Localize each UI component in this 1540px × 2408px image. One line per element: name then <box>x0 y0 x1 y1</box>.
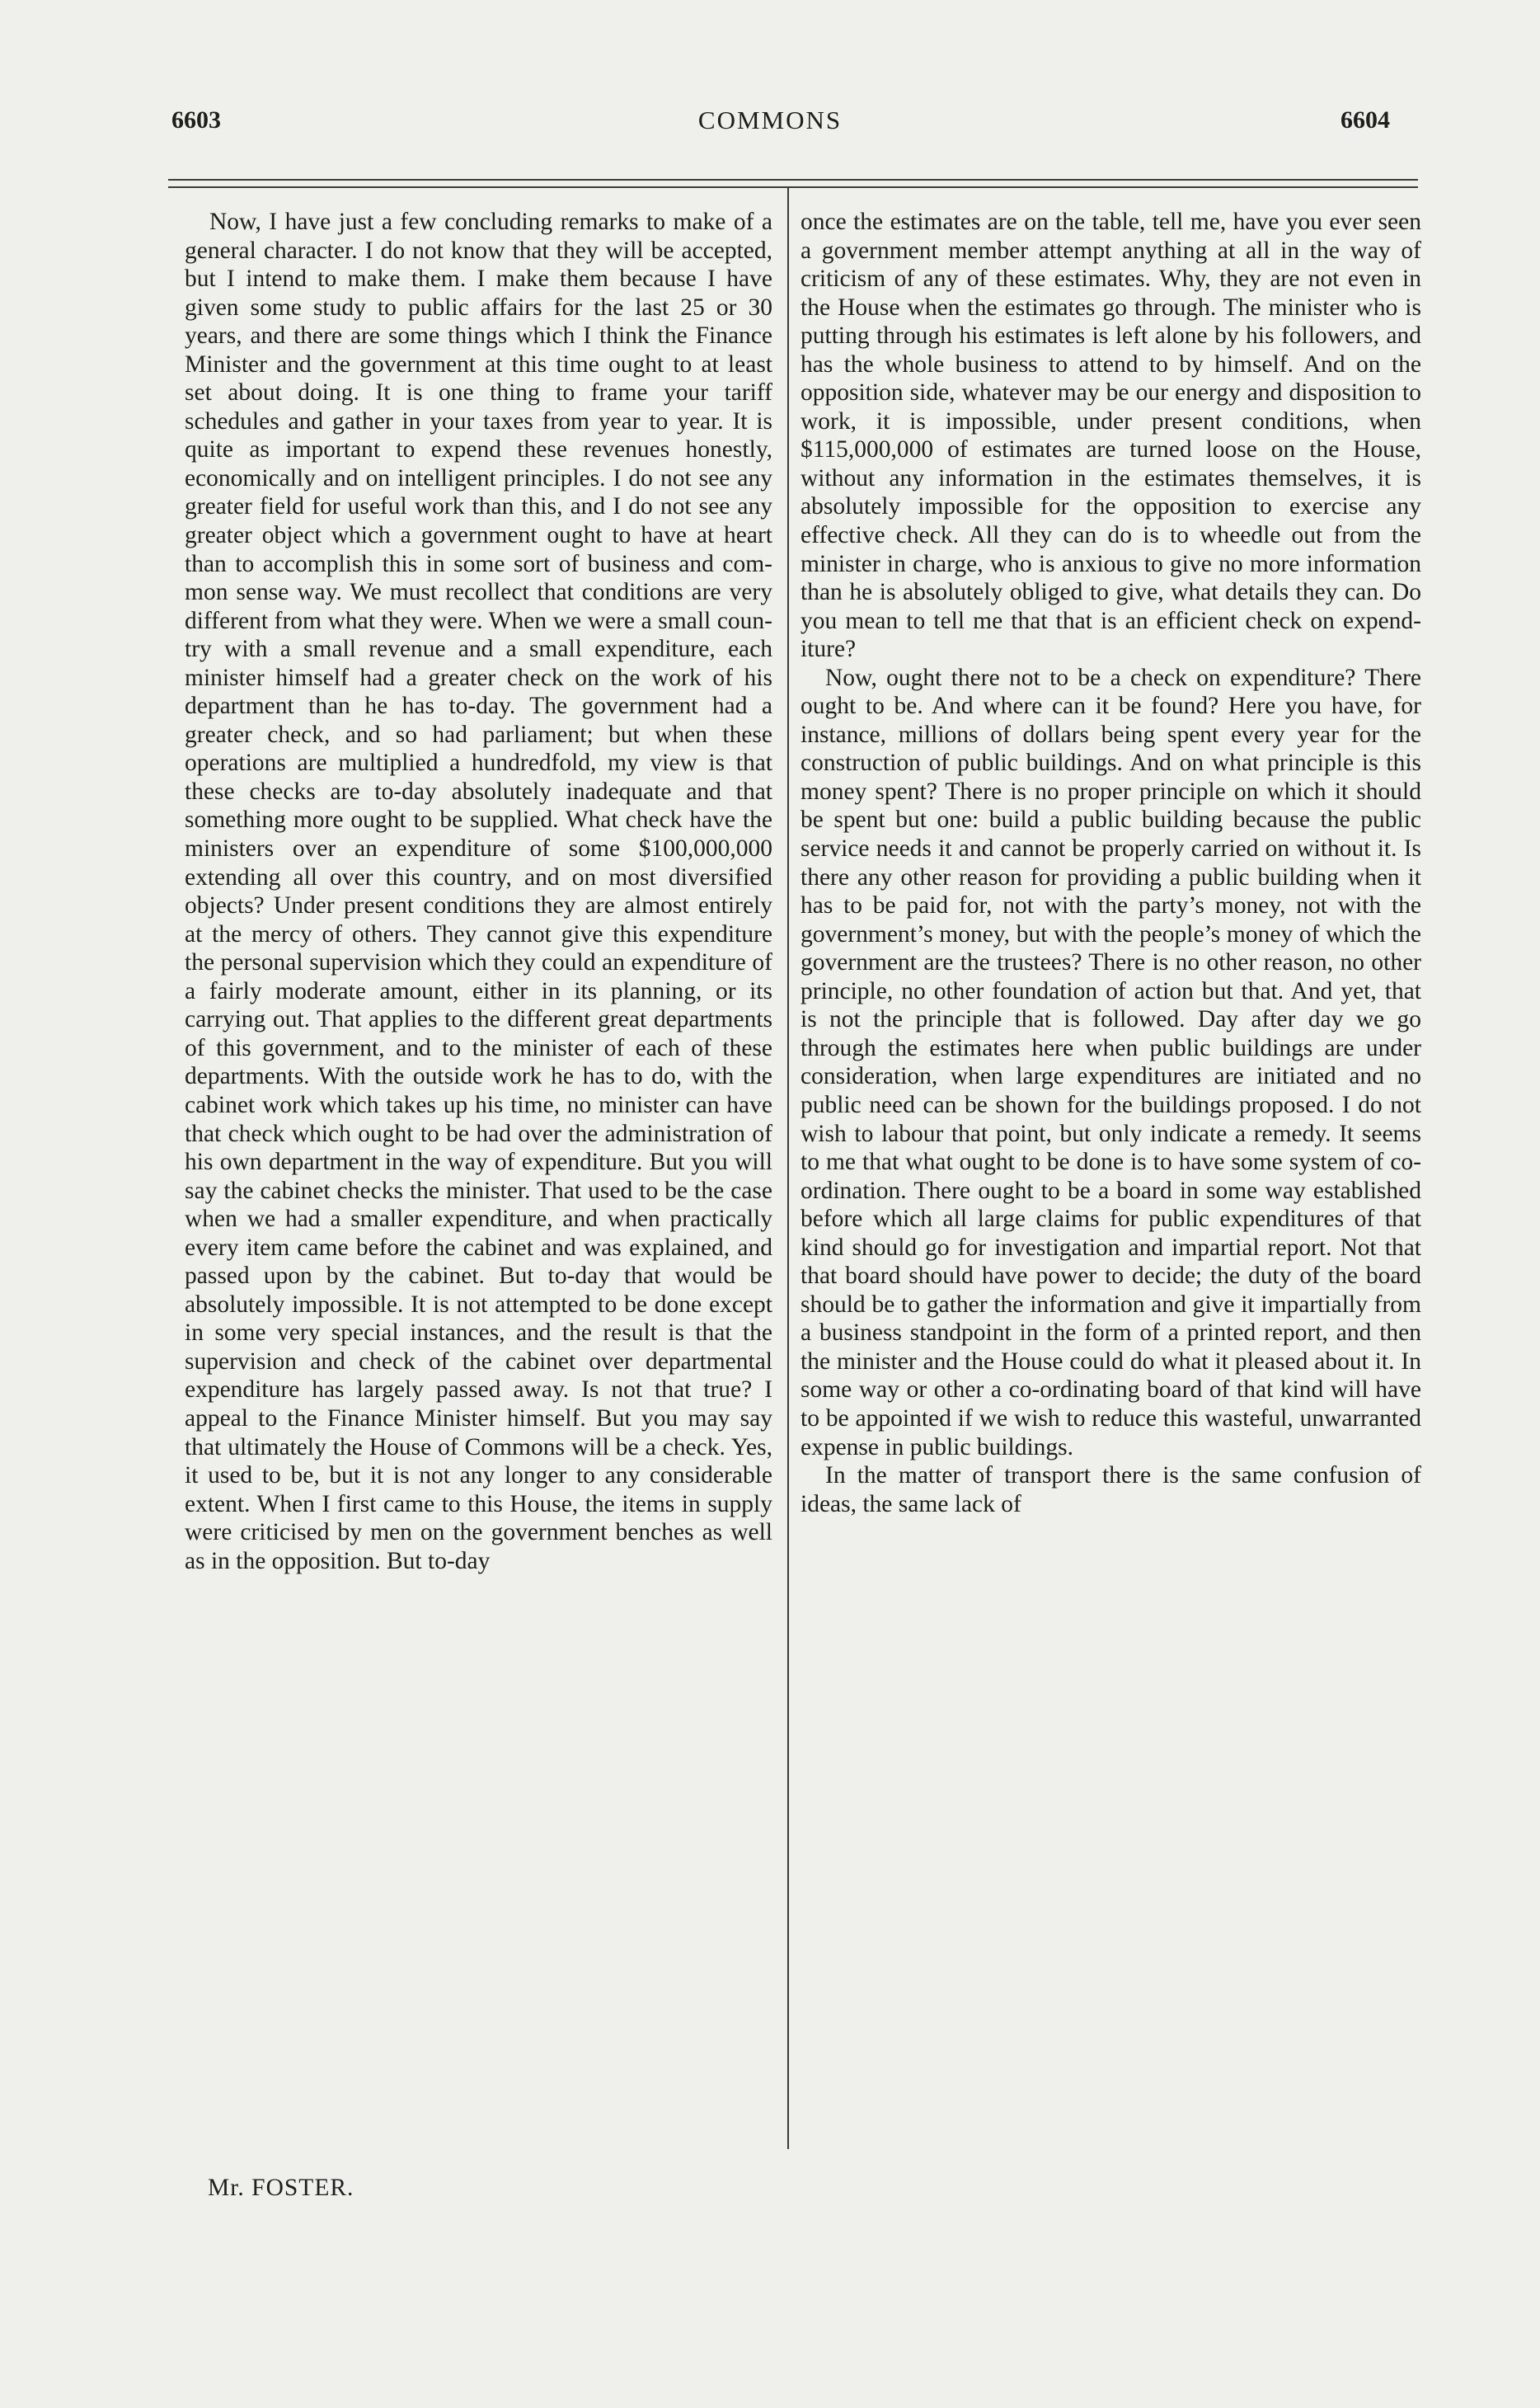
right-column <box>801 208 1421 1518</box>
header-rule-top <box>168 179 1418 181</box>
speaker-footer: Mr. FOSTER. <box>208 2175 354 2201</box>
right-paragraph-2: Now, ought there not to be a check on expenditure? There ought to be. And where can it be found? Here you have, for instance, millions of dollars being spent every year for the construction of public buildings. And on what principle is this money spent? There is no proper principle on which it should be spent but one: build a public building because the public service needs it and cannot be properly carried on without it. Is there any other reason for providing a public building when it has to be paid for, not with the party’s money, not with the government’s money, but with the people’s money of which the government are the trustees? There is no other reason, no other principle, no other foundation of action but that. And yet, that is not the principle that is followed. Day after day we go through the estimates here when public buildings are under consideration, when large expenditures are initiated and no public need can be shown for the buildings proposed. I do not wish to labour that point, but only indicate a remedy. It seems to me that what ought to be done is to have some system of co-ordination. There ought to be a board in some way established before which all large claims for public expenditures of that kind should go for investigation and impartial report. Not that that board should have power to decide; the duty of the board should be to gather the information and give it impartially from a business standpoint in the form of a printed report, and then the minister and the House could do what it pleased about it. In some way or other a co-ordinating board of that kind will have to be appointed if we wish to reduce this wasteful, unwarranted expense in public buildings. <box>801 664 1421 1460</box>
running-title: COMMONS <box>697 106 843 134</box>
header-rule-bottom <box>168 186 1418 188</box>
left-column <box>185 208 772 1575</box>
page-number-right: 6604 <box>1340 106 1390 134</box>
right-paragraph-3: In the matter of transport there is the same confusion of ideas, the same lack of <box>801 1462 1421 1517</box>
column-divider <box>787 186 789 2149</box>
right-paragraph-1: once the estimates are on the table, tell me, have you ever seen a government member attempt anything at all in the way of criticism of any of these estimates. Why, they are not even in the House when the estimates go through. The minister who is putting through his estimates is left alone by his followers, and has the whole business to attend to by himself. And on the opposition side, whatever may be our energy and disposition to work, it is impossible, under present conditions, when $115,000,000 of estimates are turned loose on the House, without any information in the estimates themselves, it is absolutely impossible for the opposition to exercise any effective check. All they can do is to wheedle out from the minister in charge, who is anxious to give no more information than he is absolutely obliged to give, what details they can. Do you mean to tell me that that is an efficient check on expenditure? <box>801 209 1421 663</box>
left-paragraph-1: Now, I have just a few concluding remarks to make of a general character. I do not know that they will be accepted, but I intend to make them. I make them because I have given some study to public affairs for the last 25 or 30 years, and there are some things which I think the Finance Minister and the government at this time ought to at least set about doing. It is one thing to frame your tariff schedules and gather in your taxes from year to year. It is quite as important to expend these revenues honestly, economically and on intelligent principles. I do not see any greater field for useful work than this, and I do not see any greater object which a government ought to have at heart than to accomplish this in some sort of business and common sense way. We must recollect that conditions are very different from what they were. When we were a small country with a small revenue and a small expenditure, each minister himself had a greater check on the work of his department than he has to-day. The government had a greater check, and so had parliament; but when these operations are multiplied a hundredfold, my view is that these checks are to-day absolutely inadequate and that something more ought to be supplied. What check have the ministers over an expenditure of some $100,000,000 extending all over this country, and on most diversified objects? Under present conditions they are almost entirely at the mercy of others. They cannot give this expenditure the personal supervision which they could an expenditure of a fairly moderate amount, either in its planning, or its carrying out. That applies to the different great departments of this government, and to the minister of each of these departments. With the outside work he has to do, with the cabinet work which takes up his time, no minister can have that check which ought to be had over the administration of his own department in the way of expenditure. But you will say the cabinet checks the minister. That used to be the case when we had a smaller expenditure, and when practically every item came before the cabinet and was explained, and passed upon by the cabinet. But to-day that would be absolutely impossible. It is not attempted to be done except in some very special instances, and the result is that the supervision and check of the cabinet over departmental expenditure has largely passed away. Is not that true? I appeal to the Finance Minister himself. But you may say that ultimately the House of Commons will be a check. Yes, it used to be, but it is not any longer to any considerable extent. When I first came to this House, the items in supply were criticised by men on the government benches as well as in the opposition. But to-day <box>185 209 772 1574</box>
page-number-left: 6603 <box>171 106 221 134</box>
